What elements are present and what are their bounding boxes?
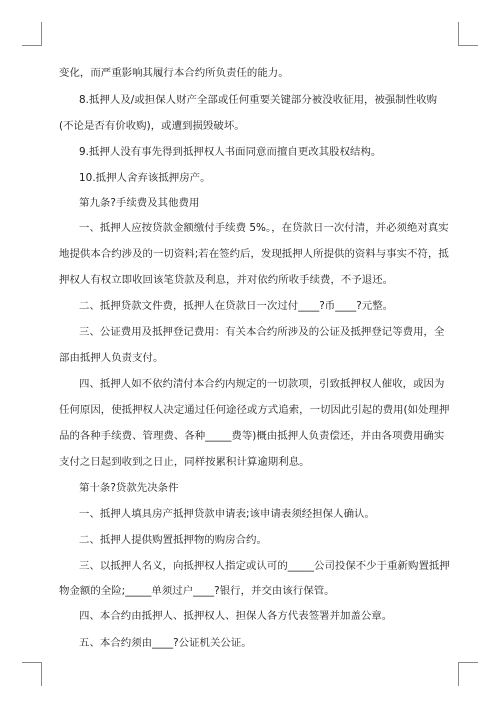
text-line: 支付之日起到收到之日止，同样按累积计算逾期利息。 — [59, 456, 310, 468]
text-line: (不论是否有价收购)，或遭到损毁破坏。 — [59, 120, 245, 132]
text-line: 四、本合约由抵押人、抵押权人、担保人各方代表签署并加盖公章。 — [79, 610, 393, 622]
section-heading: 第九条?手续费及其他费用 — [79, 197, 200, 209]
crop-mark-bottom-left-horizontal — [22, 662, 42, 663]
text-line: 任何原因，使抵押权人决定通过任何途径或方式追索，一切因此引起的费用(如处理押 — [59, 404, 450, 416]
text-line: 一、抵押人填具房产抵押贷款申请表;该申请表须经担保人确认。 — [79, 508, 375, 520]
text-line: 地提供本合约涉及的一切资料;若在签约后，发现抵押人所提供的资料与事实不符，抵 — [59, 248, 449, 260]
text-line: 二、抵押贷款文件费，抵押人在贷款日一次过付____?币____?元整。 — [79, 300, 394, 312]
crop-mark-top-left-horizontal — [22, 45, 42, 46]
text-line: 二、抵押人提供购置抵押物的购房合约。 — [79, 534, 267, 546]
crop-mark-bottom-right-vertical — [458, 662, 459, 686]
text-line: 9.抵押人没有事先得到抵押权人书面同意而擅自更改其股权结构。 — [79, 146, 382, 158]
crop-mark-bottom-left-vertical — [41, 662, 42, 686]
crop-mark-top-right-vertical — [458, 22, 459, 46]
text-line: 品的各种手续费、管理费、各种_____费等)概由抵押人负责偿还，并由各项费用确实 — [59, 430, 445, 442]
text-line: 变化，而严重影响其履行本合约所负责任的能力。 — [59, 67, 289, 79]
crop-mark-bottom-right-horizontal — [458, 662, 478, 663]
section-heading: 第十条?贷款先决条件 — [79, 482, 179, 494]
text-line: 三、以抵押人名义，向抵押权人指定或认可的_____公司投保不少于重新购置抵押 — [79, 560, 450, 572]
crop-mark-top-right-horizontal — [458, 45, 478, 46]
text-line: 四、抵押人如不依约清付本合约内规定的一切款项，引致抵押权人催收，或因为 — [79, 378, 445, 390]
crop-mark-top-left-vertical — [41, 22, 42, 46]
text-line: 三、公证费用及抵押登记费用：有关本合约所涉及的公证及抵押登记等费用，全 — [79, 326, 445, 338]
text-line: 一、抵押人应按贷款金额缴付手续费 5%。，在贷款日一次付清，并必须绝对真实 — [79, 222, 449, 234]
text-line: 部由抵押人负责支付。 — [59, 352, 164, 364]
text-line: 五、本合约须由____?公证机关公证。 — [79, 637, 252, 649]
text-line: 8.抵押人及/或担保人财产全部或任何重要关键部分被没收征用，被强制性收购 — [79, 94, 438, 106]
text-line: 物金额的全险;_____单须过户____?银行，并交由该行保管。 — [59, 585, 335, 597]
text-line: 10.抵押人舍弃该抵押房产。 — [79, 172, 211, 184]
text-line: 押权人有权立即收回该笔贷款及利息，并对依约所收手续费，不予退还。 — [59, 274, 394, 286]
